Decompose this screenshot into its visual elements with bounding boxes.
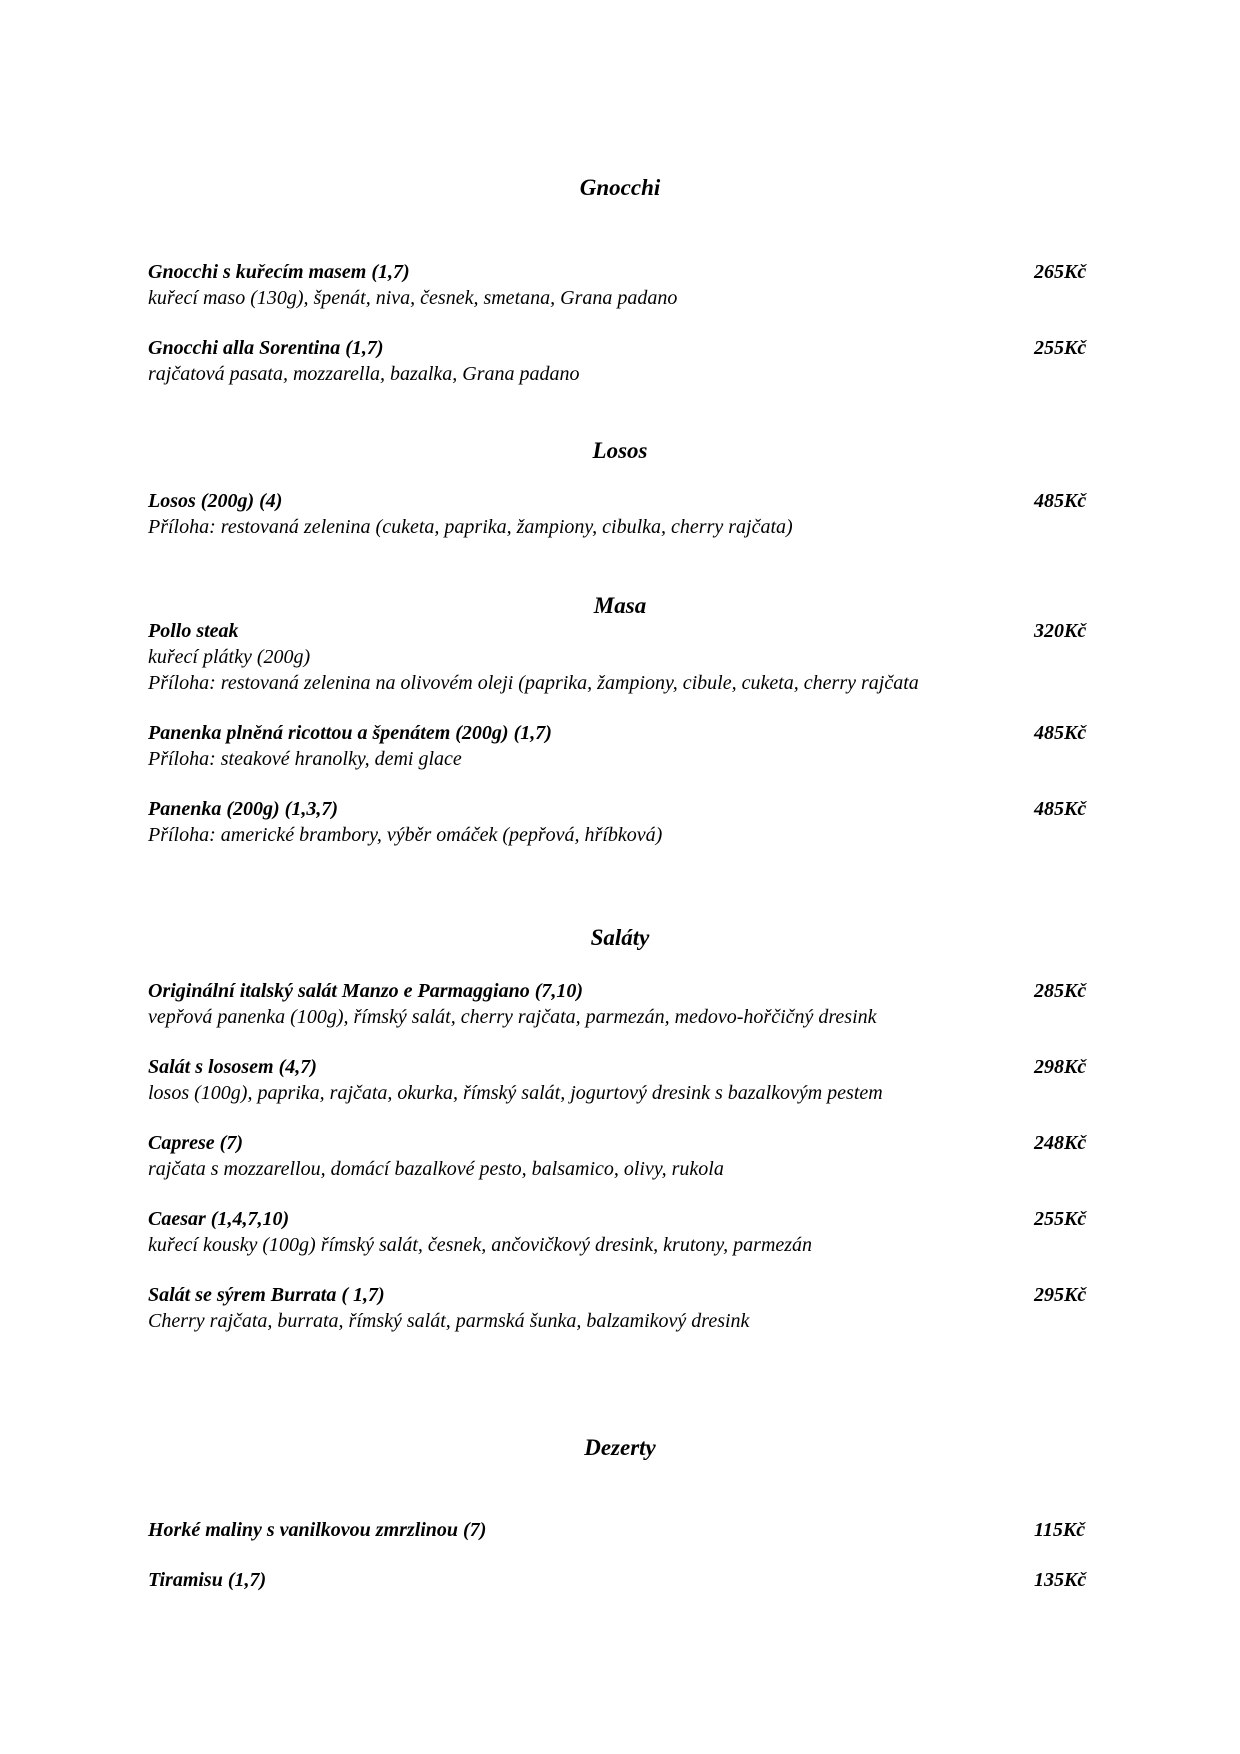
menu-item-description: kuřecí plátky (200g) [148,646,311,668]
menu-item-price: 285Kč [1034,980,1087,1002]
menu-item-price: 295Kč [1034,1284,1087,1306]
menu-item-name: Salát se sýrem Burrata ( 1,7) [148,1284,385,1306]
menu-item-name: Caesar (1,4,7,10) [148,1208,290,1230]
menu-item-description: rajčata s mozzarellou, domácí bazalkové pesto, balsamico, olivy, rukola [148,1158,724,1180]
menu-item-price: 248Kč [1034,1132,1087,1154]
menu-item-price: 115Kč [1034,1519,1086,1541]
menu-item-name: Panenka (200g) (1,3,7) [148,798,338,820]
menu-item-price: 135Kč [1034,1569,1087,1591]
menu-item-name: Gnocchi alla Sorentina (1,7) [148,337,384,359]
menu-item-price: 265Kč [1034,261,1087,283]
menu-item-name: Tiramisu (1,7) [148,1569,267,1591]
menu-item-description: losos (100g), paprika, rajčata, okurka, římský salát, jogurtový dresink s bazalkovým pestem [148,1082,883,1104]
menu-item-description: kuřecí kousky (100g) římský salát, česnek, ančovičkový dresink, krutony, parmezán [148,1234,813,1256]
menu-item-description: Příloha: restovaná zelenina (cuketa, paprika, žampiony, cibulka, cherry rajčata) [148,516,793,538]
menu-item-description: kuřecí maso (130g), špenát, niva, česnek, smetana, Grana padano [148,287,678,309]
menu-item-price: 255Kč [1034,1208,1087,1230]
menu-item-name: Gnocchi s kuřecím masem (1,7) [148,261,410,283]
section-title-dezerty: Dezerty [584,1435,656,1460]
menu-item-price: 320Kč [1034,620,1087,642]
menu-item-description: vepřová panenka (100g), římský salát, cherry rajčata, parmezán, medovo-hořčičný dresink [148,1006,877,1028]
menu-item-price: 298Kč [1034,1056,1087,1078]
menu-item-name: Pollo steak [148,620,239,642]
menu-item-price: 485Kč [1034,490,1087,512]
menu-item-name: Panenka plněná ricottou a špenátem (200g) (1,7) [148,722,552,744]
menu-item-description: Příloha: steakové hranolky, demi glace [148,748,462,770]
menu-item-description: rajčatová pasata, mozzarella, bazalka, Grana padano [148,363,580,385]
menu-item-price: 485Kč [1034,722,1087,744]
menu-item-description: Příloha: americké brambory, výběr omáček (pepřová, hříbková) [148,824,663,846]
menu-item-name: Losos (200g) (4) [148,490,283,512]
menu-item-description: Příloha: restovaná zelenina na olivovém oleji (paprika, žampiony, cibule, cuketa, cherry rajčata [148,672,919,694]
menu-item-name: Salát s lososem (4,7) [148,1056,317,1078]
menu-item-price: 485Kč [1034,798,1087,820]
menu-item-description: Cherry rajčata, burrata, římský salát, parmská šunka, balzamikový dresink [148,1310,750,1332]
menu-item-price: 255Kč [1034,337,1087,359]
section-title-losos: Losos [592,438,648,463]
section-title-masa: Masa [593,593,647,618]
section-title-salaty: Saláty [590,925,650,950]
menu-item-name: Caprese (7) [148,1132,243,1154]
menu-item-name: Horké maliny s vanilkovou zmrzlinou (7) [148,1519,487,1541]
menu-item-name: Originální italský salát Manzo e Parmaggiano (7,10) [148,980,584,1002]
section-title-gnocchi: Gnocchi [579,175,661,200]
